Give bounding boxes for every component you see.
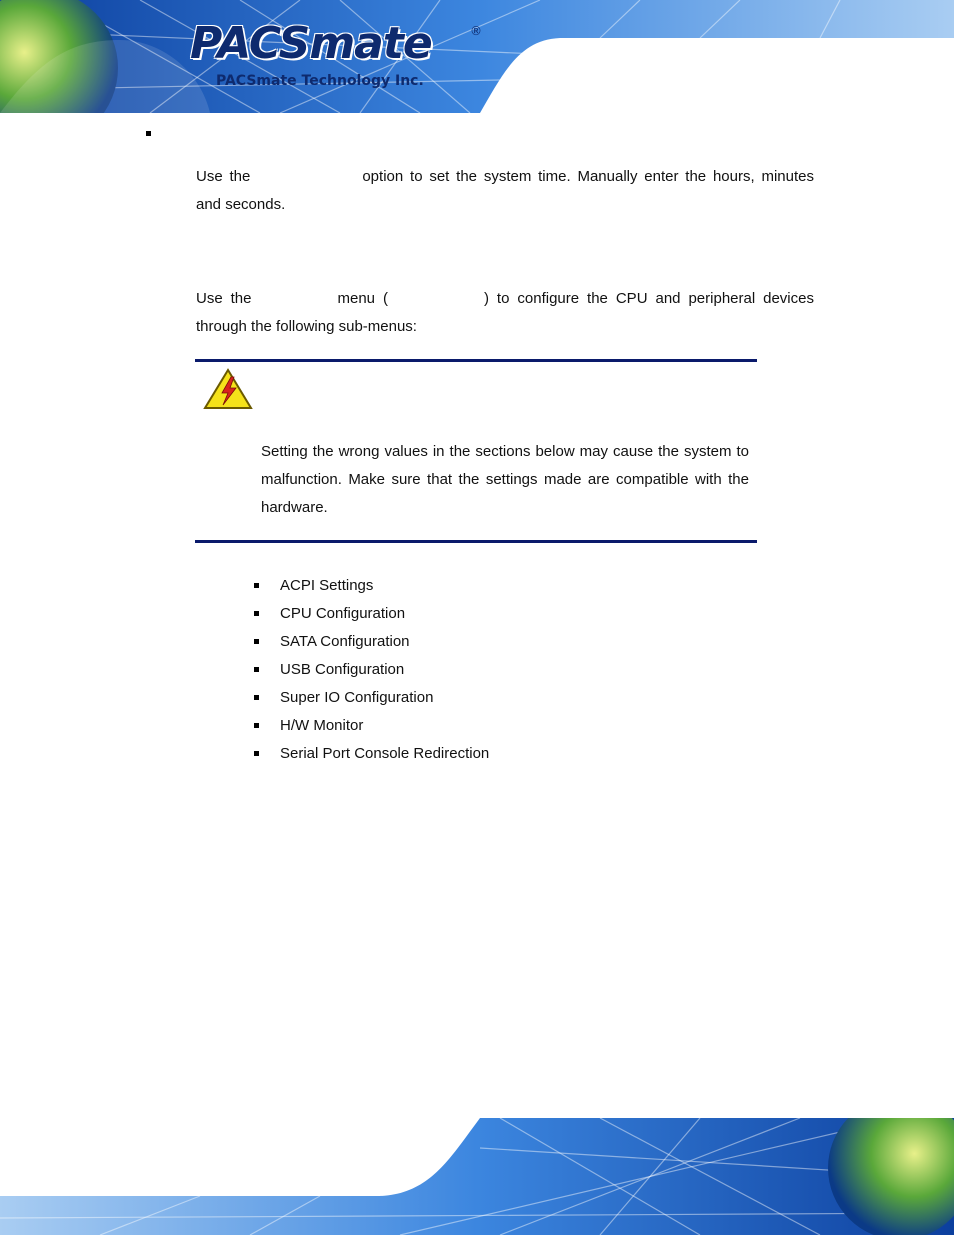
submenu-label: H/W Monitor	[280, 717, 364, 734]
submenu-label: ACPI Settings	[280, 577, 374, 594]
list-bullet	[254, 583, 259, 588]
submenu-label: SATA Configuration	[280, 633, 410, 650]
warning-triangle-icon	[203, 368, 253, 410]
list-bullet	[254, 611, 259, 616]
advanced-menu-paragraph	[196, 285, 814, 341]
brand-logo: PACSmate	[190, 18, 432, 69]
advanced-text-3: ) to configure the CPU and peripheral devices through the following sub-menus:	[196, 290, 814, 335]
warning-bottom-rule	[195, 540, 757, 543]
list-item	[254, 628, 489, 656]
list-item	[254, 684, 489, 712]
footer-banner	[0, 1118, 954, 1235]
list-bullet	[254, 695, 259, 700]
submenu-label: Super IO Configuration	[280, 689, 434, 706]
section-bullet	[146, 131, 151, 136]
advanced-text-1: Use the	[196, 290, 252, 307]
globe-grid-banner-icon	[0, 0, 954, 113]
list-bullet	[254, 639, 259, 644]
registered-mark: ®	[470, 24, 482, 38]
list-item	[254, 572, 489, 600]
list-item	[254, 712, 489, 740]
list-bullet	[254, 751, 259, 756]
system-time-paragraph	[196, 163, 814, 219]
company-name: PACSmate Technology Inc.	[216, 73, 424, 89]
warning-top-rule	[195, 359, 757, 362]
submenu-label: Serial Port Console Redirection	[280, 745, 490, 762]
globe-grid-footer-icon	[0, 1118, 954, 1235]
list-bullet	[254, 723, 259, 728]
list-item	[254, 656, 489, 684]
system-time-text-before: Use the	[196, 168, 251, 185]
submenu-label: CPU Configuration	[280, 605, 406, 622]
list-item	[254, 600, 489, 628]
header-banner	[0, 0, 954, 113]
submenu-label: USB Configuration	[280, 661, 405, 678]
warning-text: Setting the wrong values in the sections below may cause the system to malfunction. Make sure that the settings made are compatible with the hardware.	[261, 443, 749, 516]
system-time-text-after: option to set the system time. Manually enter the hours, minutes and seconds.	[196, 168, 814, 213]
advanced-text-2: menu (	[337, 290, 388, 307]
submenu-list	[254, 572, 489, 768]
list-item	[254, 740, 489, 768]
list-bullet	[254, 667, 259, 672]
